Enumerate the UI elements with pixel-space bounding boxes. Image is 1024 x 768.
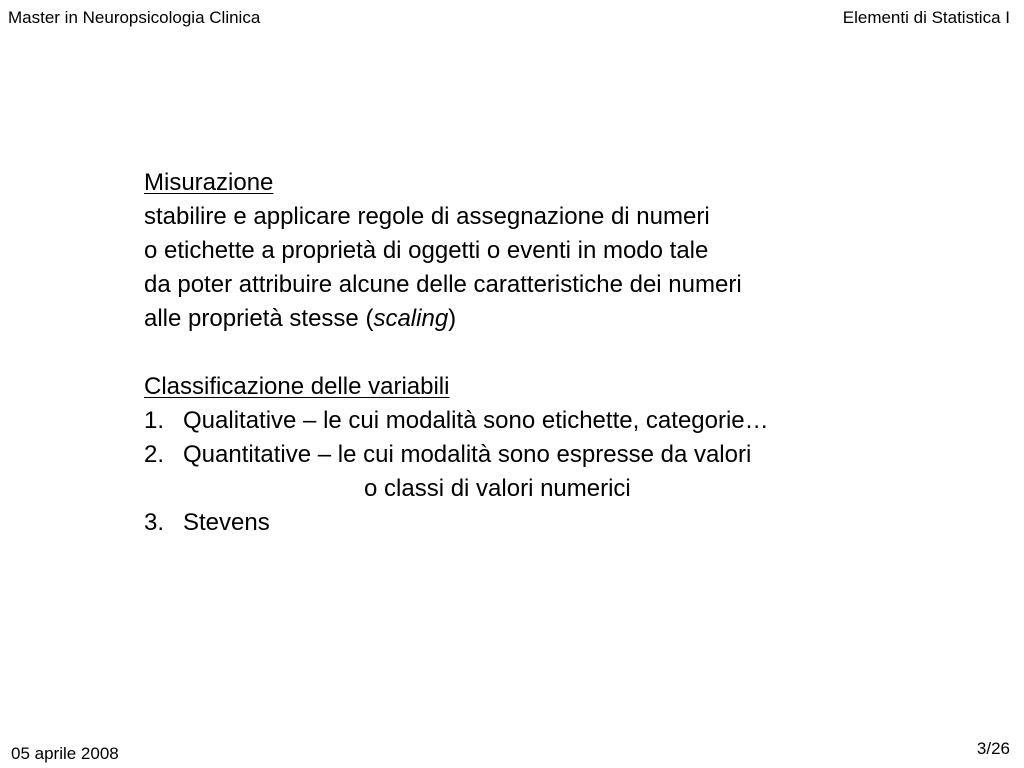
list-item-number: 3.	[144, 509, 165, 536]
definition-line-2: o etichette a proprietà di oggetti o eventi in modo tale	[144, 237, 709, 264]
definition-line-1: stabilire e applicare regole di assegnazione di numeri	[144, 203, 710, 230]
list-item-text: Stevens	[183, 509, 270, 536]
section-title-misurazione: Misurazione	[144, 169, 274, 196]
section-title-classificazione: Classificazione delle variabili	[144, 373, 450, 400]
list-item-2	[144, 438, 769, 472]
slide-content	[144, 166, 769, 540]
list-item-3	[144, 506, 769, 540]
page-number: 3/26	[976, 739, 1010, 758]
header-lecture-title: Elementi di Statistica I	[842, 8, 1010, 27]
list-item-number: 2.	[144, 441, 165, 468]
spacer	[144, 336, 769, 370]
footer-date: 05 aprile 2008	[11, 744, 119, 763]
definition-line-4-prefix: alle proprietà stesse (	[144, 305, 374, 332]
definition-line-4-suffix: )	[448, 305, 457, 332]
list-item-1	[144, 404, 769, 438]
list-item-text: Qualitative – le cui modalità sono etichette, categorie…	[183, 407, 769, 434]
definition-line-3: da poter attribuire alcune delle caratteristiche dei numeri	[144, 271, 742, 298]
header-course-title: Master in Neuropsicologia Clinica	[8, 8, 261, 27]
list-item-text: Quantitative – le cui modalità sono espresse da valori	[183, 441, 752, 468]
list-item-number: 1.	[144, 407, 165, 434]
scaling-term: scaling	[373, 305, 449, 332]
definition-line-4	[144, 302, 769, 336]
list-item-continuation-text: o classi di valori numerici	[364, 475, 631, 502]
list-item-2-continuation	[144, 472, 769, 506]
